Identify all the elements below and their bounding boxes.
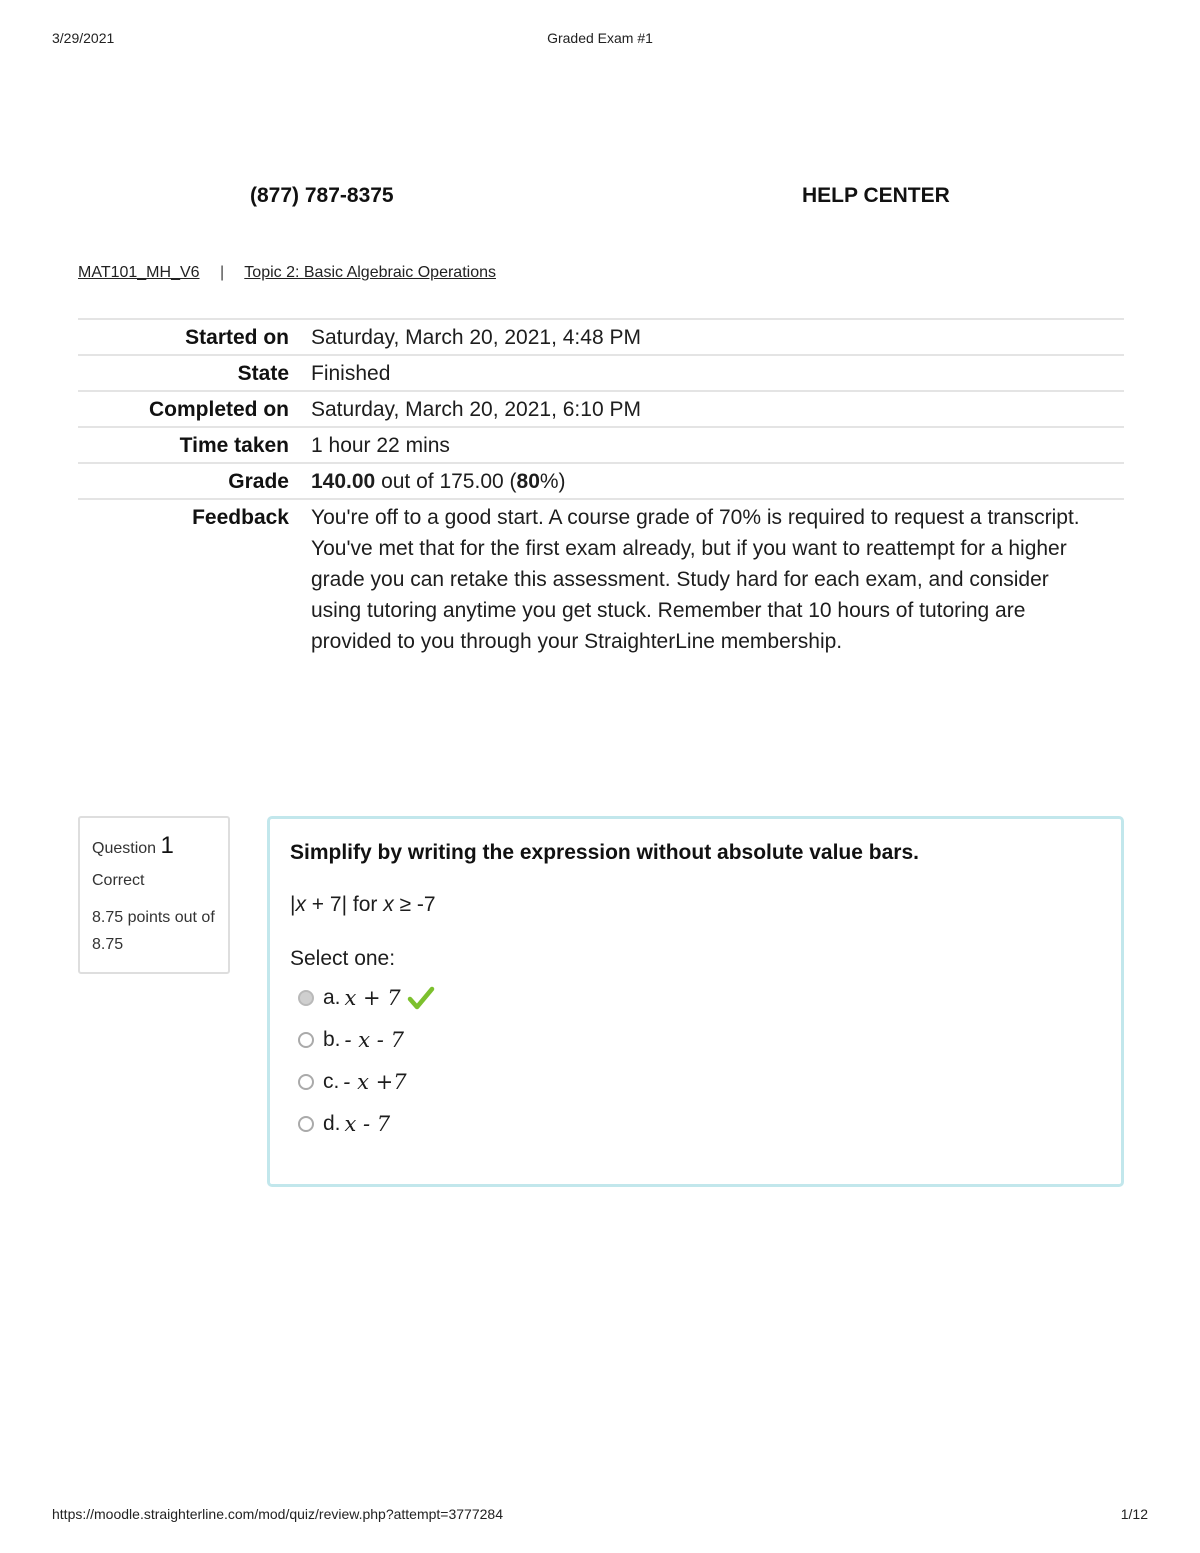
summary-row-feedback — [78, 500, 1124, 658]
answer-math-a: x + 7 — [344, 986, 401, 1010]
question-number-line — [92, 832, 216, 860]
print-date: 3/29/2021 — [52, 30, 115, 46]
phone-number[interactable]: (877) 787-8375 — [250, 184, 394, 207]
question-content — [267, 816, 1124, 1187]
grade-out-of: out of 175.00 ( — [375, 470, 517, 493]
answer-option-b[interactable] — [290, 1019, 1101, 1061]
expr-mid: + 7| for — [305, 893, 384, 916]
answer-math-c: - x +7 — [343, 1070, 407, 1094]
checkmark-icon — [407, 984, 435, 1012]
attempt-summary-table — [78, 318, 1124, 658]
grade-score: 140.00 — [311, 470, 376, 493]
answer-letter-d: d. — [323, 1112, 341, 1135]
question-text: Simplify by writing the expression without absolute value bars. — [290, 841, 919, 864]
state-label: State — [237, 362, 289, 385]
answer-radio-c[interactable] — [298, 1074, 314, 1090]
grade-value — [289, 466, 1124, 497]
time-label: Time taken — [179, 434, 289, 457]
expr-bar: | — [290, 893, 296, 916]
grade-percent-end: %) — [539, 470, 566, 493]
top-bar — [0, 184, 1200, 212]
question-grade: 8.75 points out of 8.75 — [92, 909, 215, 953]
expr-var: x — [295, 893, 306, 916]
answer-radio-a[interactable] — [298, 990, 314, 1006]
print-page-number: 1/12 — [1120, 1506, 1148, 1522]
question-info-box — [78, 816, 230, 974]
started-label: Started on — [185, 326, 289, 349]
answer-option-a[interactable] — [290, 977, 1101, 1019]
answer-letter-b: b. — [323, 1028, 341, 1051]
completed-value: Saturday, March 20, 2021, 6:10 PM — [311, 398, 641, 421]
answer-letter-c: c. — [323, 1070, 340, 1093]
expr-var2: x — [383, 893, 394, 916]
print-header — [52, 30, 1148, 50]
breadcrumb-topic-link[interactable]: Topic 2: Basic Algebraic Operations — [244, 264, 496, 281]
grade-label: Grade — [228, 470, 289, 493]
state-value: Finished — [311, 362, 391, 385]
expr-end: ≥ -7 — [393, 893, 436, 916]
completed-label: Completed on — [149, 398, 289, 421]
print-footer — [52, 1506, 1148, 1526]
grade-percent: 80 — [516, 470, 540, 493]
breadcrumb-separator: | — [219, 264, 225, 281]
summary-row-completed — [78, 392, 1124, 428]
answer-letter-a: a. — [323, 986, 341, 1009]
summary-row-time — [78, 428, 1124, 464]
started-value: Saturday, March 20, 2021, 4:48 PM — [311, 326, 641, 349]
summary-row-started — [78, 320, 1124, 356]
breadcrumb-course-link[interactable]: MAT101_MH_V6 — [78, 264, 200, 281]
answer-radio-b[interactable] — [298, 1032, 314, 1048]
breadcrumb — [78, 264, 496, 282]
answer-radio-d[interactable] — [298, 1116, 314, 1132]
question-label: Question — [92, 840, 157, 857]
summary-row-state — [78, 356, 1124, 392]
feedback-label: Feedback — [192, 506, 289, 529]
summary-row-grade — [78, 464, 1124, 500]
time-value: 1 hour 22 mins — [311, 434, 450, 457]
print-url: https://moodle.straighterline.com/mod/quiz/review.php?attempt=3777284 — [52, 1506, 503, 1522]
feedback-value: You're off to a good start. A course grade of 70% is required to request a transcript. You've met that for the first exam already, but if you want to reattempt for a higher grade you can retake this assessment. Study hard for each exam, and consider using tutoring anytime you get stuck. Remember that 10 hours of tutoring are provided to you through your StraighterLine membership. — [311, 506, 1080, 653]
answer-math-d: x - 7 — [344, 1112, 391, 1136]
select-prompt: Select one: — [290, 947, 396, 970]
answer-option-d[interactable] — [290, 1103, 1101, 1145]
answer-list — [290, 977, 1101, 1145]
print-title: Graded Exam #1 — [547, 30, 653, 46]
question-state: Correct — [92, 872, 145, 889]
help-center-link[interactable]: HELP CENTER — [802, 184, 950, 207]
question-number: 1 — [160, 832, 174, 859]
answer-math-b: - x - 7 — [344, 1028, 404, 1052]
question-expression — [290, 893, 1101, 917]
answer-option-c[interactable] — [290, 1061, 1101, 1103]
